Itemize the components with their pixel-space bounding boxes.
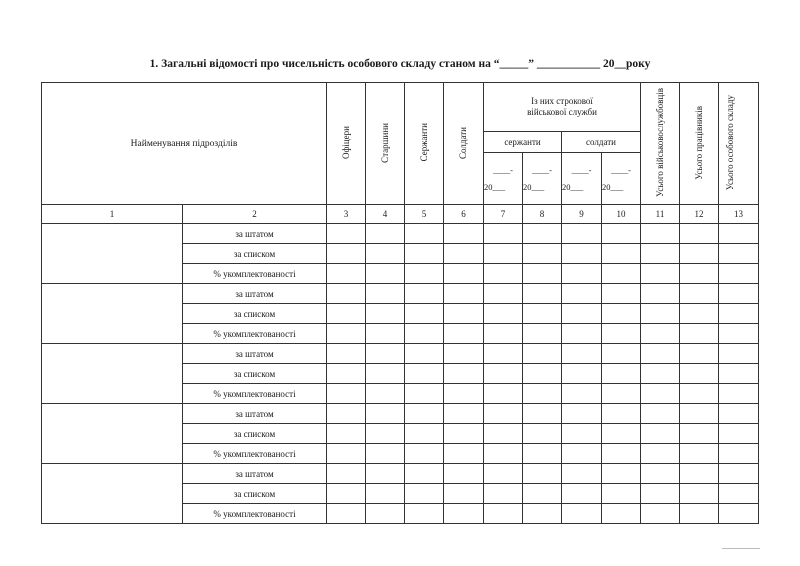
data-cell[interactable] (523, 324, 562, 344)
date-cell[interactable]: ____- 20___ (562, 153, 602, 205)
row-label: % укомплектованості (183, 444, 327, 464)
data-cell[interactable] (523, 244, 562, 264)
data-cell[interactable] (523, 504, 562, 524)
data-cell[interactable] (523, 444, 562, 464)
data-cell[interactable] (444, 244, 484, 264)
data-cell[interactable] (562, 344, 602, 364)
data-cell[interactable] (405, 344, 444, 364)
data-cell[interactable] (444, 504, 484, 524)
data-cell[interactable] (444, 324, 484, 344)
data-cell[interactable] (444, 484, 484, 504)
row-label: за списком (183, 244, 327, 264)
data-cell[interactable] (719, 424, 759, 444)
header-sergeants: Сержанти (405, 83, 444, 205)
data-cell[interactable] (444, 284, 484, 304)
data-cell[interactable] (484, 504, 523, 524)
data-cell[interactable] (366, 444, 405, 464)
data-cell[interactable] (719, 324, 759, 344)
data-cell[interactable] (719, 224, 759, 244)
column-number: 6 (444, 205, 484, 224)
data-cell[interactable] (719, 244, 759, 264)
data-cell[interactable] (641, 284, 680, 304)
data-cell[interactable] (602, 364, 641, 384)
data-cell[interactable] (366, 404, 405, 424)
data-cell[interactable] (680, 504, 719, 524)
unit-name-cell[interactable] (42, 404, 183, 464)
data-cell[interactable] (366, 304, 405, 324)
data-cell[interactable] (484, 264, 523, 284)
data-cell[interactable] (641, 484, 680, 504)
header-warrant: Старшини (366, 83, 405, 205)
data-cell[interactable] (719, 504, 759, 524)
data-cell[interactable] (680, 344, 719, 364)
unit-name-cell[interactable] (42, 344, 183, 404)
column-number: 4 (366, 205, 405, 224)
data-cell[interactable] (366, 384, 405, 404)
data-cell[interactable] (327, 444, 366, 464)
column-number: 5 (405, 205, 444, 224)
header-unit-name: Найменування підрозділів (42, 83, 327, 205)
data-cell[interactable] (444, 444, 484, 464)
data-cell[interactable] (366, 284, 405, 304)
data-cell[interactable] (680, 304, 719, 324)
data-cell[interactable] (327, 364, 366, 384)
data-cell[interactable] (484, 324, 523, 344)
data-cell[interactable] (484, 304, 523, 324)
header-total-military: Усього військовослужбовців (641, 83, 680, 205)
data-cell[interactable] (405, 444, 444, 464)
data-cell[interactable] (680, 264, 719, 284)
data-cell[interactable] (719, 264, 759, 284)
personnel-table (41, 82, 759, 524)
data-cell[interactable] (484, 404, 523, 424)
date-cell[interactable]: ____- 20___ (484, 153, 523, 205)
data-cell[interactable] (444, 224, 484, 244)
data-cell[interactable] (484, 384, 523, 404)
date-cell[interactable]: ____- 20___ (523, 153, 562, 205)
data-cell[interactable] (562, 264, 602, 284)
data-cell[interactable] (641, 504, 680, 524)
data-cell[interactable] (366, 324, 405, 344)
data-cell[interactable] (484, 284, 523, 304)
data-cell[interactable] (602, 464, 641, 484)
data-cell[interactable] (602, 224, 641, 244)
unit-name-cell[interactable] (42, 284, 183, 344)
row-label: за списком (183, 424, 327, 444)
table-row (42, 464, 759, 484)
data-cell[interactable] (327, 484, 366, 504)
data-cell[interactable] (523, 264, 562, 284)
data-cell[interactable] (719, 344, 759, 364)
data-cell[interactable] (405, 464, 444, 484)
column-number: 1 (42, 205, 183, 224)
data-cell[interactable] (405, 284, 444, 304)
data-cell[interactable] (680, 364, 719, 384)
data-cell[interactable] (327, 404, 366, 424)
data-cell[interactable] (562, 384, 602, 404)
data-cell[interactable] (405, 484, 444, 504)
data-cell[interactable] (641, 304, 680, 324)
column-number-row (42, 205, 759, 224)
data-cell[interactable] (719, 484, 759, 504)
column-number: 11 (641, 205, 680, 224)
data-cell[interactable] (405, 264, 444, 284)
data-cell[interactable] (562, 424, 602, 444)
row-label: за штатом (183, 344, 327, 364)
header-officers: Офіцери (327, 83, 366, 205)
data-cell[interactable] (327, 384, 366, 404)
data-cell[interactable] (562, 304, 602, 324)
row-label: за штатом (183, 224, 327, 244)
data-cell[interactable] (719, 404, 759, 424)
data-cell[interactable] (484, 344, 523, 364)
table-row (42, 284, 759, 304)
data-cell[interactable] (523, 464, 562, 484)
data-cell[interactable] (562, 244, 602, 264)
column-number: 8 (523, 205, 562, 224)
data-cell[interactable] (523, 424, 562, 444)
data-cell[interactable] (327, 424, 366, 444)
data-cell[interactable] (327, 244, 366, 264)
data-cell[interactable] (602, 344, 641, 364)
column-number: 3 (327, 205, 366, 224)
data-cell[interactable] (405, 364, 444, 384)
data-cell[interactable] (523, 384, 562, 404)
data-cell[interactable] (641, 464, 680, 484)
data-cell[interactable] (484, 444, 523, 464)
data-cell[interactable] (680, 324, 719, 344)
data-cell[interactable] (641, 384, 680, 404)
data-cell[interactable] (405, 304, 444, 324)
data-cell[interactable] (405, 504, 444, 524)
header-conscript-group: Із них строкової військової служби (484, 83, 641, 132)
unit-name-cell[interactable] (42, 464, 183, 524)
data-cell[interactable] (366, 244, 405, 264)
data-cell[interactable] (484, 224, 523, 244)
row-label: за штатом (183, 464, 327, 484)
data-cell[interactable] (327, 284, 366, 304)
column-number: 2 (183, 205, 327, 224)
data-cell[interactable] (641, 444, 680, 464)
data-cell[interactable] (523, 344, 562, 364)
data-cell[interactable] (523, 404, 562, 424)
header-total-workers: Усього працівників (680, 83, 719, 205)
data-cell[interactable] (719, 364, 759, 384)
data-cell[interactable] (327, 224, 366, 244)
data-cell[interactable] (562, 404, 602, 424)
row-label: за списком (183, 484, 327, 504)
data-cell[interactable] (680, 224, 719, 244)
data-cell[interactable] (327, 304, 366, 324)
data-cell[interactable] (641, 424, 680, 444)
data-cell[interactable] (484, 484, 523, 504)
data-cell[interactable] (444, 424, 484, 444)
data-cell[interactable] (602, 244, 641, 264)
data-cell[interactable] (641, 404, 680, 424)
data-cell[interactable] (484, 464, 523, 484)
data-cell[interactable] (523, 304, 562, 324)
data-cell[interactable] (523, 364, 562, 384)
data-cell[interactable] (602, 284, 641, 304)
row-label: за списком (183, 364, 327, 384)
data-cell[interactable] (602, 444, 641, 464)
row-label: % укомплектованості (183, 264, 327, 284)
form-title: 1. Загальні відомості про чисельність особового складу станом на “_____” ___________ 20__року (149, 58, 651, 70)
data-cell[interactable] (327, 504, 366, 524)
data-cell[interactable] (602, 424, 641, 444)
data-cell[interactable] (562, 444, 602, 464)
data-cell[interactable] (602, 384, 641, 404)
data-cell[interactable] (680, 484, 719, 504)
data-cell[interactable] (327, 344, 366, 364)
data-cell[interactable] (366, 504, 405, 524)
data-cell[interactable] (641, 344, 680, 364)
data-cell[interactable] (523, 284, 562, 304)
data-cell[interactable] (680, 284, 719, 304)
date-cell[interactable]: ____- 20___ (602, 153, 641, 205)
data-cell[interactable] (562, 324, 602, 344)
row-label: за штатом (183, 404, 327, 424)
table-row (42, 224, 759, 244)
data-cell[interactable] (641, 244, 680, 264)
data-cell[interactable] (484, 364, 523, 384)
data-cell[interactable] (602, 484, 641, 504)
data-cell[interactable] (719, 384, 759, 404)
data-cell[interactable] (719, 464, 759, 484)
data-cell[interactable] (366, 364, 405, 384)
data-cell[interactable] (366, 224, 405, 244)
data-cell[interactable] (523, 484, 562, 504)
data-cell[interactable] (366, 484, 405, 504)
data-cell[interactable] (484, 424, 523, 444)
data-cell[interactable] (562, 504, 602, 524)
data-cell[interactable] (327, 464, 366, 484)
column-number: 9 (562, 205, 602, 224)
data-cell[interactable] (602, 264, 641, 284)
data-cell[interactable] (444, 264, 484, 284)
data-cell[interactable] (562, 364, 602, 384)
table-row (42, 344, 759, 364)
data-cell[interactable] (680, 424, 719, 444)
header-conscript-soldiers: солдати (562, 132, 641, 153)
footer-rule (722, 548, 760, 549)
data-cell[interactable] (602, 404, 641, 424)
row-label: за списком (183, 304, 327, 324)
column-number: 12 (680, 205, 719, 224)
row-label: за штатом (183, 284, 327, 304)
data-cell[interactable] (327, 324, 366, 344)
data-cell[interactable] (327, 264, 366, 284)
data-cell[interactable] (641, 224, 680, 244)
data-cell[interactable] (444, 404, 484, 424)
data-cell[interactable] (366, 344, 405, 364)
data-cell[interactable] (366, 424, 405, 444)
header-soldiers: Солдати (444, 83, 484, 205)
data-cell[interactable] (602, 324, 641, 344)
data-cell[interactable] (719, 444, 759, 464)
data-cell[interactable] (641, 324, 680, 344)
data-cell[interactable] (562, 224, 602, 244)
data-cell[interactable] (405, 424, 444, 444)
table-row (42, 404, 759, 424)
data-cell[interactable] (562, 284, 602, 304)
data-cell[interactable] (366, 264, 405, 284)
data-cell[interactable] (444, 464, 484, 484)
data-cell[interactable] (444, 364, 484, 384)
data-cell[interactable] (405, 224, 444, 244)
column-number: 13 (719, 205, 759, 224)
data-cell[interactable] (444, 304, 484, 324)
header-total-staff: Усього особового складу (719, 83, 759, 205)
data-cell[interactable] (366, 464, 405, 484)
data-cell[interactable] (602, 304, 641, 324)
row-label: % укомплектованості (183, 324, 327, 344)
data-cell[interactable] (405, 244, 444, 264)
data-cell[interactable] (680, 444, 719, 464)
data-cell[interactable] (641, 264, 680, 284)
data-cell[interactable] (523, 224, 562, 244)
data-cell[interactable] (444, 344, 484, 364)
data-cell[interactable] (405, 384, 444, 404)
data-cell[interactable] (719, 304, 759, 324)
row-label: % укомплектованості (183, 384, 327, 404)
row-label: % укомплектованості (183, 504, 327, 524)
data-cell[interactable] (562, 484, 602, 504)
data-cell[interactable] (444, 384, 484, 404)
data-cell[interactable] (641, 364, 680, 384)
column-number: 10 (602, 205, 641, 224)
data-cell[interactable] (562, 464, 602, 484)
data-cell[interactable] (405, 404, 444, 424)
data-cell[interactable] (405, 324, 444, 344)
header-conscript-sergeants: сержанти (484, 132, 562, 153)
column-number: 7 (484, 205, 523, 224)
data-cell[interactable] (602, 504, 641, 524)
data-cell[interactable] (680, 404, 719, 424)
data-cell[interactable] (680, 384, 719, 404)
data-cell[interactable] (484, 244, 523, 264)
unit-name-cell[interactable] (42, 224, 183, 284)
data-cell[interactable] (719, 284, 759, 304)
data-cell[interactable] (680, 464, 719, 484)
data-cell[interactable] (680, 244, 719, 264)
